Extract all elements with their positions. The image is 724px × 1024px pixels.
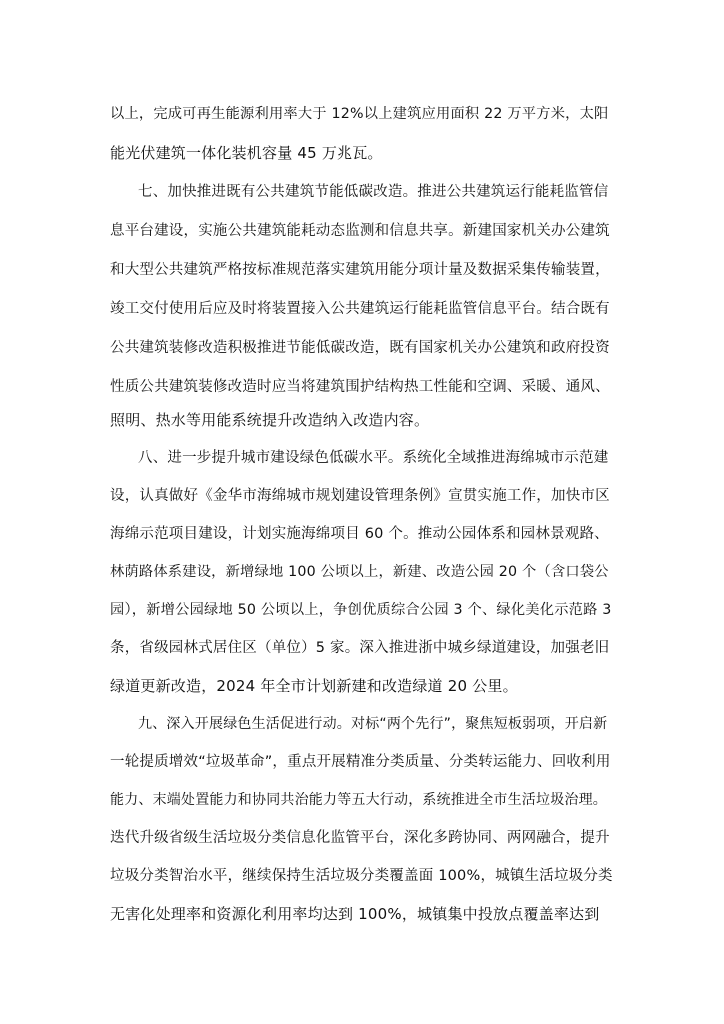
text-line: 公共建筑装修改造积极推进节能低碳改造，既有国家机关办公建筑和政府投资 <box>110 340 610 356</box>
text-line: 性质公共建筑装修改造时应当将建筑围护结构热工性能和空调、采暖、通风、 <box>110 379 610 395</box>
text-line: 竣工交付使用后应及时将装置接入公共建筑运行能耗监管信息平台。结合既有 <box>110 301 610 317</box>
text-line: 照明、热水等用能系统提升改造纳入改造内容。 <box>110 411 430 429</box>
text-line: 园），新增公园绿地 50 公顷以上，争创优质综合公园 3 个、绿化美化示范路 3 <box>110 602 612 618</box>
section-heading-line: 七、加快推进既有公共建筑节能低碳改造。推进公共建筑运行能耗监管信 <box>138 184 609 200</box>
section-heading-line: 八、进一步提升城市建设绿色低碳水平。系统化全域推进海绵城市示范建 <box>138 450 609 466</box>
text-line: 能力、末端处置能力和协同共治能力等五大行动，系统推进全市生活垃圾治理。 <box>110 792 607 808</box>
section-heading-line: 九、深入开展绿色生活促进行动。对标“两个先行”，聚焦短板弱项，开启新 <box>138 716 608 732</box>
text-line: 垃圾分类智治水平，继续保持生活垃圾分类覆盖面 100%，城镇生活垃圾分类 <box>110 868 613 884</box>
text-line: 无害化处理率和资源化利用率均达到 100%，城镇集中投放点覆盖率达到 <box>110 905 600 923</box>
text-line: 海绵示范项目建设，计划实施海绵项目 60 个。推动公园体系和园林景观路、 <box>110 526 609 542</box>
text-line: 绿道更新改造，2024 年全市计划新建和改造绿道 20 公里。 <box>110 677 518 695</box>
text-line: 条，省级园林式居住区（单位）5 家。深入推进浙中城乡绿道建设，加强老旧 <box>110 640 610 656</box>
text-line: 迭代升级省级生活垃圾分类信息化监管平台，深化多跨协同、两网融合，提升 <box>110 830 610 846</box>
text-line: 设，认真做好《金华市海绵城市规划建设管理条例》宣贯实施工作，加快市区 <box>110 488 610 504</box>
text-line: 能光伏建筑一体化装机容量 45 万兆瓦。 <box>110 144 383 162</box>
text-line: 息平台建设，实施公共建筑能耗动态监测和信息共享。新建国家机关办公建筑 <box>110 223 610 239</box>
text-line: 和大型公共建筑严格按标准规范落实建筑用能分项计量及数据采集传输装置， <box>110 262 610 278</box>
text-line: 以上，完成可再生能源利用率大于 12%以上建筑应用面积 22 万平方米，太阳 <box>110 106 609 122</box>
text-line: 一轮提质增效“垃圾革命”，重点开展精准分类质量、分类转运能力、回收利用 <box>110 754 611 770</box>
text-line: 林荫路体系建设，新增绿地 100 公顷以上，新建、改造公园 20 个（含口袋公 <box>110 564 609 580</box>
